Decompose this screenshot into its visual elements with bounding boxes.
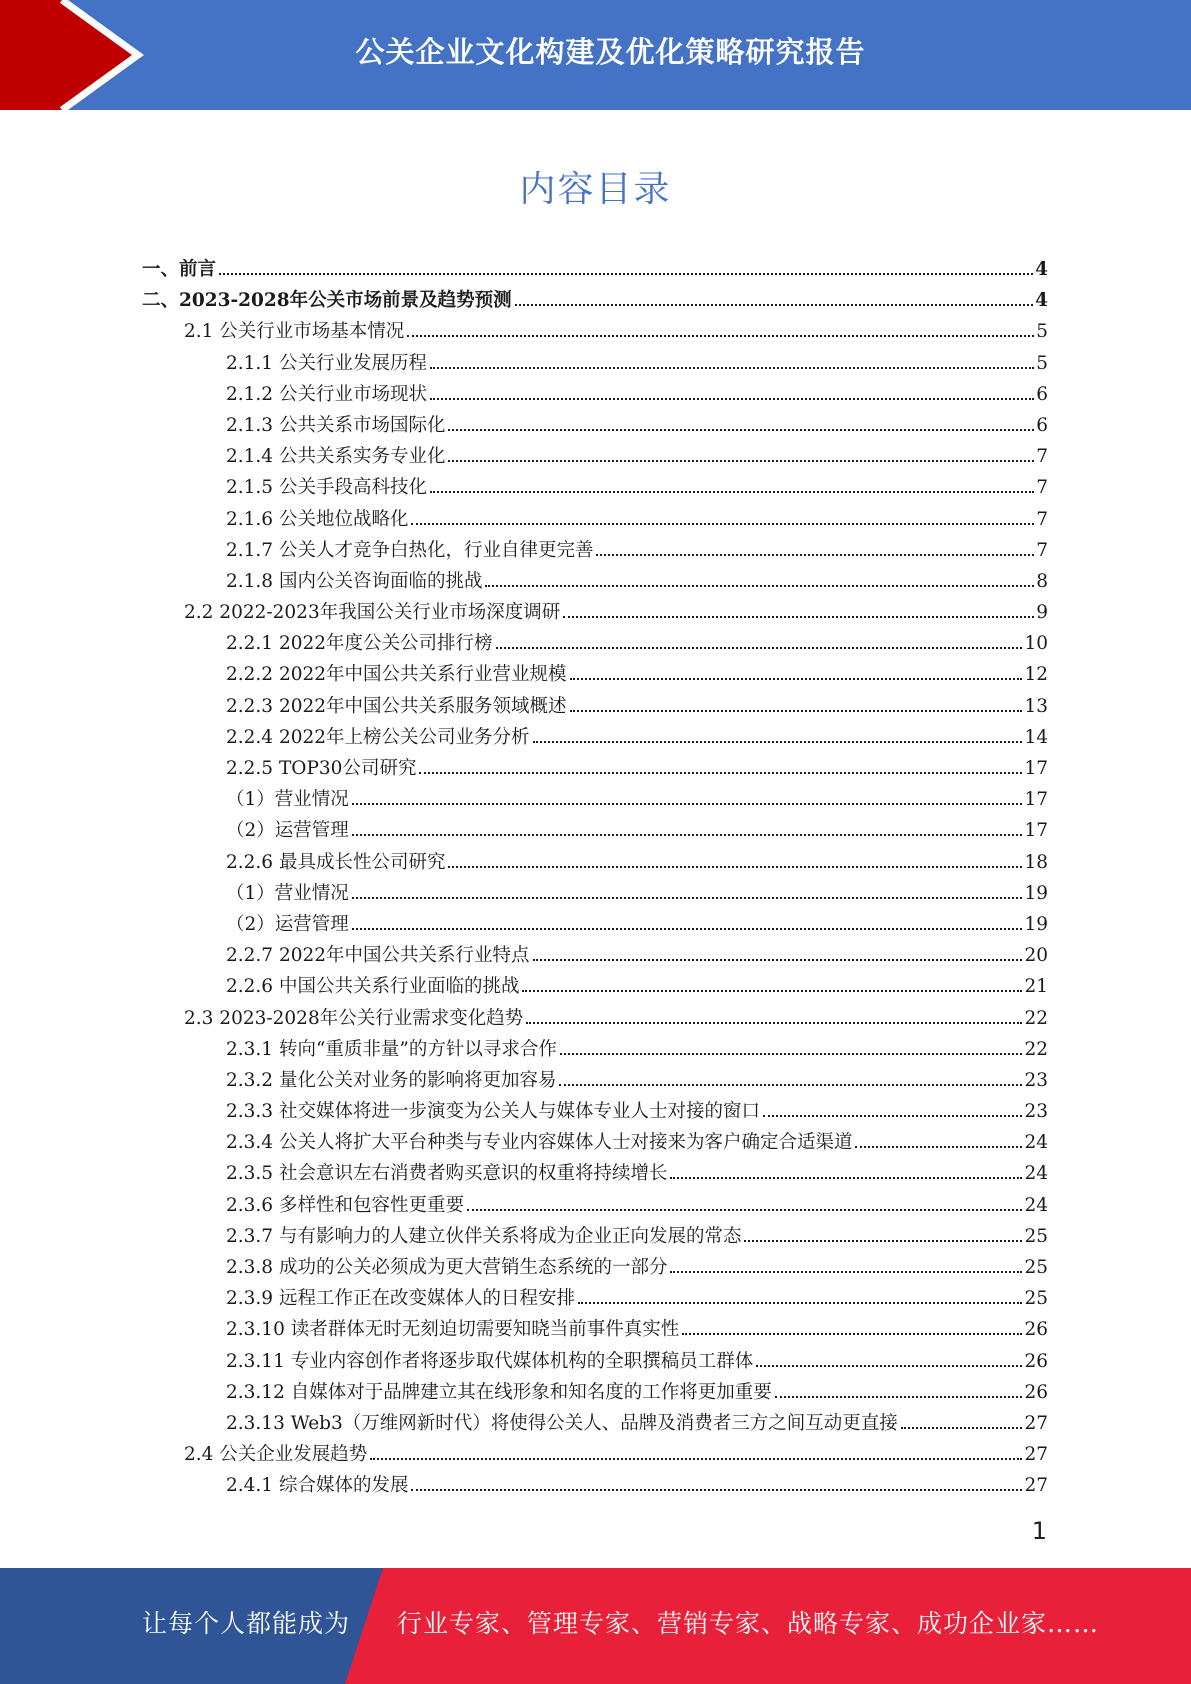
toc-leader-dots — [407, 335, 1034, 337]
toc-entry-text: 2.3.10 读者群体无时无刻迫切需要知晓当前事件真实性 — [226, 1319, 680, 1341]
page-number: 1 — [1031, 1517, 1047, 1545]
toc-entry-text: 2.2.7 2022年中国公共关系行业特点 — [226, 945, 530, 967]
toc-entry-text: 2.3.4 公关人将扩大平台种类与专业内容媒体人士对接来为客户确定合适渠道 — [226, 1132, 853, 1154]
toc-entry[interactable] — [142, 847, 1048, 878]
toc-entry[interactable] — [142, 1190, 1048, 1221]
toc-entry-page: 14 — [1024, 726, 1048, 748]
toc-entry[interactable] — [142, 1470, 1048, 1501]
toc-entry-text: 2.3.9 远程工作正在改变媒体人的日程安排 — [226, 1288, 575, 1310]
toc-entry-page: 24 — [1024, 1163, 1048, 1185]
toc-leader-dots — [448, 460, 1034, 462]
toc-entry-page: 25 — [1024, 1288, 1048, 1310]
toc-leader-dots — [744, 1240, 1022, 1242]
toc-entry-text: （2）运营管理 — [226, 913, 349, 935]
footer-slogan-left: 让每个人都能成为 — [142, 1609, 351, 1638]
toc-entry-page: 4 — [1035, 259, 1048, 280]
toc-entry-text: 2.3.8 成功的公关必须成为更大营销生态系统的一部分 — [226, 1257, 668, 1278]
toc-entry-text: （2）运营管理 — [226, 820, 349, 842]
toc-leader-dots — [670, 1177, 1022, 1179]
toc-leader-dots — [430, 398, 1034, 400]
toc-entry-text: 2.3.7 与有影响力的人建立伙伴关系将成为企业正向发展的常态 — [226, 1225, 742, 1247]
toc-entry[interactable] — [142, 379, 1048, 410]
toc-leader-dots — [901, 1427, 1023, 1429]
toc-entry-text: 2.2.6 最具成长性公司研究 — [226, 851, 446, 873]
toc-entry-text: 2.3 2023-2028年公关行业需求变化趋势 — [184, 1007, 524, 1029]
toc-entry-page: 24 — [1024, 1194, 1048, 1216]
toc-leader-dots — [430, 491, 1034, 493]
toc-entry[interactable] — [142, 1034, 1048, 1065]
toc-entry-page: 22 — [1024, 1038, 1048, 1060]
toc-entry-text: 2.2.4 2022年上榜公关公司业务分析 — [226, 726, 530, 748]
toc-entry[interactable] — [142, 1377, 1048, 1408]
toc-entry-text: 2.1.7 公关人才竞争白热化，行业自律更完善 — [226, 539, 594, 561]
toc-entry-page: 5 — [1036, 321, 1048, 343]
toc-leader-dots — [352, 803, 1023, 805]
toc-entry-text: 2.3.5 社会意识左右消费者购买意识的权重将持续增长 — [226, 1163, 668, 1185]
toc-entry-page: 17 — [1024, 789, 1048, 811]
toc-entry[interactable] — [142, 815, 1048, 846]
toc-entry[interactable] — [142, 348, 1048, 379]
toc-leader-dots — [775, 1396, 1023, 1398]
toc-entry-page: 6 — [1036, 383, 1048, 405]
toc-entry-page: 26 — [1024, 1319, 1048, 1341]
toc-leader-dots — [763, 1115, 1022, 1117]
toc-leader-dots — [467, 1209, 1022, 1211]
toc-leader-dots — [670, 1271, 1022, 1273]
toc-entry-page: 27 — [1024, 1475, 1048, 1497]
toc-entry[interactable] — [142, 1127, 1048, 1158]
toc-entry[interactable] — [142, 940, 1048, 971]
toc-leader-dots — [570, 710, 1023, 712]
toc-leader-dots — [219, 273, 1033, 275]
toc-entry-text: 2.2.6 中国公共关系行业面临的挑战 — [226, 976, 520, 998]
toc-entry-text: 2.4.1 综合媒体的发展 — [226, 1475, 409, 1497]
toc-entry-page: 21 — [1024, 976, 1048, 998]
toc-entry[interactable] — [142, 909, 1048, 940]
toc-entry[interactable] — [142, 1096, 1048, 1127]
toc-entry[interactable] — [142, 722, 1048, 753]
toc-entry[interactable] — [142, 1221, 1048, 1252]
toc-entry-text: 2.1.8 国内公关咨询面临的挑战 — [226, 570, 483, 592]
toc-entry-page: 23 — [1024, 1101, 1048, 1123]
toc-leader-dots — [522, 990, 1022, 992]
toc-leader-dots — [526, 1022, 1022, 1024]
toc-entry-page: 13 — [1024, 695, 1048, 717]
toc-entry[interactable] — [142, 566, 1048, 597]
toc-entry[interactable] — [142, 691, 1048, 722]
toc-entry[interactable] — [142, 659, 1048, 690]
toc-entry[interactable] — [142, 1252, 1048, 1283]
toc-entry-text: 2.3.13 Web3（万维网新时代）将使得公关人、品牌及消费者三方之间互动更直接 — [226, 1412, 898, 1434]
toc-entry-page: 5 — [1036, 352, 1048, 374]
toc-entry-text: 2.2.5 TOP30公司研究 — [226, 758, 417, 779]
header-title: 公关企业文化构建及优化策略研究报告 — [355, 35, 866, 69]
toc-entry-text: 2.3.11 专业内容创作者将逐步取代媒体机构的全职撰稿员工群体 — [226, 1350, 754, 1372]
toc-leader-dots — [352, 928, 1023, 930]
toc-entry[interactable] — [142, 472, 1048, 503]
toc-leader-dots — [496, 647, 1023, 649]
toc-entry[interactable] — [142, 254, 1048, 285]
toc-entry[interactable] — [142, 1065, 1048, 1096]
toc-leader-dots — [578, 1302, 1022, 1304]
toc-leader-dots — [533, 741, 1023, 743]
toc-entry[interactable] — [142, 410, 1048, 441]
toc-entry[interactable] — [142, 535, 1048, 566]
toc-entry[interactable] — [142, 1314, 1048, 1345]
toc-entry-text: 2.3.6 多样性和包容性更重要 — [226, 1194, 464, 1216]
toc-entry-page: 7 — [1036, 446, 1048, 468]
toc-entry[interactable] — [142, 597, 1048, 628]
toc-leader-dots — [533, 959, 1023, 961]
toc-entry-page: 7 — [1036, 539, 1048, 561]
toc-leader-dots — [430, 367, 1034, 369]
toc-entry[interactable] — [142, 1158, 1048, 1189]
toc-entry-page: 18 — [1024, 851, 1048, 873]
toc-entry[interactable] — [142, 1003, 1048, 1034]
toc-leader-dots — [448, 866, 1022, 868]
toc-entry[interactable] — [142, 628, 1048, 659]
toc-entry-text: （1）营业情况 — [226, 789, 349, 811]
table-of-contents — [142, 254, 1048, 1502]
toc-entry-page: 19 — [1024, 913, 1048, 935]
toc-entry-text: 二、2023-2028年公关市场前景及趋势预测 — [142, 290, 512, 312]
toc-entry[interactable] — [142, 285, 1048, 316]
toc-entry[interactable] — [142, 316, 1048, 347]
toc-entry-page: 27 — [1024, 1444, 1048, 1466]
toc-entry-page: 26 — [1024, 1350, 1048, 1372]
toc-entry[interactable] — [142, 753, 1048, 784]
toc-leader-dots — [596, 554, 1034, 556]
toc-leader-dots — [682, 1333, 1022, 1335]
toc-entry-page: 26 — [1024, 1381, 1048, 1403]
toc-entry-text: 2.3.2 量化公关对业务的影响将更加容易 — [226, 1069, 557, 1091]
toc-entry-text: 2.3.12 自媒体对于品牌建立其在线形象和知名度的工作将更加重要 — [226, 1381, 772, 1403]
toc-entry[interactable] — [142, 441, 1048, 472]
toc-entry-text: 2.1.4 公共关系实务专业化 — [226, 446, 446, 468]
toc-entry[interactable] — [142, 784, 1048, 815]
toc-entry-page: 10 — [1024, 633, 1048, 655]
toc-leader-dots — [570, 678, 1023, 680]
toc-leader-dots — [560, 1053, 1023, 1055]
toc-entry-text: 2.1.5 公关手段高科技化 — [226, 477, 427, 499]
toc-entry-text: 2.1.2 公关行业市场现状 — [226, 383, 427, 405]
toc-entry-text: 2.2 2022-2023年我国公关行业市场深度调研 — [184, 602, 561, 624]
toc-entry-page: 23 — [1024, 1069, 1048, 1091]
toc-entry-page: 9 — [1036, 602, 1048, 624]
toc-leader-dots — [411, 1489, 1022, 1491]
toc-entry-text: 2.3.3 社交媒体将进一步演变为公关人与媒体专业人士对接的窗口 — [226, 1101, 760, 1123]
toc-entry-page: 7 — [1036, 477, 1048, 499]
toc-leader-dots — [370, 1458, 1022, 1460]
toc-entry-text: 2.2.2 2022年中国公共关系行业营业规模 — [226, 664, 567, 686]
toc-leader-dots — [559, 1084, 1022, 1086]
toc-entry[interactable] — [142, 1283, 1048, 1314]
toc-entry-page: 7 — [1036, 508, 1048, 530]
toc-entry[interactable] — [142, 971, 1048, 1002]
toc-leader-dots — [419, 772, 1022, 774]
toc-entry[interactable] — [142, 1346, 1048, 1377]
toc-entry-text: 2.3.1 转向“重质非量”的方针以寻求合作 — [226, 1038, 557, 1060]
toc-leader-dots — [563, 616, 1034, 618]
toc-leader-dots — [411, 523, 1034, 525]
toc-entry-page: 19 — [1024, 882, 1048, 904]
toc-leader-dots — [485, 585, 1034, 587]
toc-leader-dots — [515, 304, 1033, 306]
toc-entry[interactable] — [142, 504, 1048, 535]
toc-entry-page: 17 — [1024, 820, 1048, 842]
toc-entry-page: 25 — [1024, 1257, 1048, 1278]
toc-entry-page: 4 — [1035, 290, 1048, 312]
toc-entry-page: 17 — [1024, 758, 1048, 779]
toc-entry-text: 2.2.1 2022年度公关公司排行榜 — [226, 633, 493, 655]
toc-entry-text: 2.1.6 公关地位战略化 — [226, 508, 409, 530]
toc-leader-dots — [352, 834, 1023, 836]
toc-leader-dots — [756, 1365, 1022, 1367]
toc-entry-text: 一、前言 — [142, 259, 217, 280]
page-header — [0, 0, 1191, 110]
toc-entry-text: 2.1.3 公共关系市场国际化 — [226, 414, 446, 436]
toc-entry[interactable] — [142, 1439, 1048, 1470]
toc-entry-page: 25 — [1024, 1225, 1048, 1247]
toc-entry-page: 22 — [1024, 1007, 1048, 1029]
toc-entry[interactable] — [142, 878, 1048, 909]
toc-entry-text: 2.2.3 2022年中国公共关系服务领域概述 — [226, 695, 567, 717]
toc-entry-page: 8 — [1036, 570, 1048, 592]
toc-entry[interactable] — [142, 1408, 1048, 1439]
toc-entry-text: 2.1.1 公关行业发展历程 — [226, 352, 427, 374]
toc-leader-dots — [352, 897, 1023, 899]
toc-title: 内容目录 — [519, 169, 672, 210]
toc-entry-page: 24 — [1024, 1132, 1048, 1154]
toc-entry-page: 20 — [1024, 945, 1048, 967]
toc-entry-page: 12 — [1024, 664, 1048, 686]
toc-leader-dots — [855, 1146, 1022, 1148]
toc-leader-dots — [448, 429, 1034, 431]
toc-entry-page: 6 — [1036, 414, 1048, 436]
footer-slogan-right: 行业专家、管理专家、营销专家、战略专家、成功企业家…… — [397, 1609, 1100, 1638]
page-footer — [0, 1568, 1191, 1684]
toc-entry-text: 2.1 公关行业市场基本情况 — [184, 321, 405, 343]
toc-entry-text: 2.4 公关企业发展趋势 — [184, 1444, 368, 1466]
toc-entry-text: （1）营业情况 — [226, 882, 349, 904]
toc-entry-page: 27 — [1024, 1412, 1048, 1434]
